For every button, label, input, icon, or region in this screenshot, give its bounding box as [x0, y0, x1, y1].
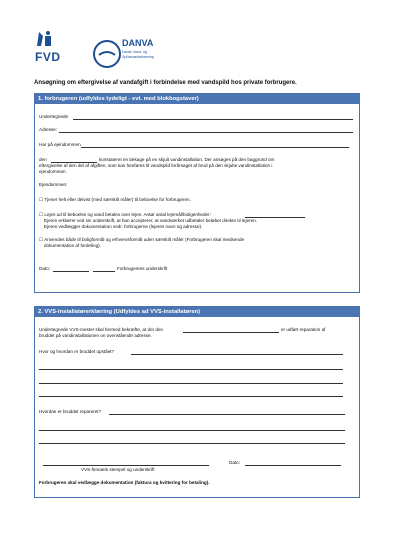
danva-subtitle	[122, 50, 154, 59]
label-adresse: Adresse:	[39, 127, 58, 132]
danva-sub-line-1: Dansk Vand- og	[122, 50, 147, 54]
label-ejendommen: Ejendommen:	[39, 182, 68, 187]
text-konstateret: konstateret en lækage på en skjult vandinstallation. Der ansøges på den baggrund om	[99, 157, 275, 162]
input-dato-reparation[interactable]	[183, 332, 279, 333]
input-adresse[interactable]	[59, 132, 353, 133]
input-stempel[interactable]	[43, 465, 209, 466]
label-har-paa-ejendommen: Har på ejendommen	[39, 142, 81, 147]
input-ejendommen[interactable]	[81, 147, 349, 148]
danva-logo	[92, 39, 122, 69]
text-dokumentation: dokumentation af fordeling).	[44, 243, 101, 248]
label-forbrugerens-underskrift: Forbrugerens underskrift	[117, 266, 168, 271]
section1-header: 1. forbrugeren (udfyldes tydeligt - evt. med blokbogstaver)	[35, 94, 359, 104]
input-underskrift-line[interactable]	[93, 271, 115, 272]
section-vvs	[34, 306, 360, 498]
label-undertegnede: Undertegnede	[39, 114, 69, 119]
section-forbrugeren	[34, 93, 360, 293]
danva-wordmark: DANVA	[122, 38, 154, 48]
input-undertegnede[interactable]	[73, 119, 353, 120]
fvd-wordmark: FVD	[35, 50, 61, 64]
text-vvs-mester: Undertegnede VVS-mester skal hermed bekræfte, at der den	[39, 327, 164, 332]
danva-sub-line-2: Spildevandsforening	[122, 54, 154, 59]
text-ejendommen: ejendommen.	[39, 169, 67, 174]
label-dato-1: Dato:	[39, 266, 50, 271]
option-blandet[interactable]: ☐ Anvendes både til boligformål og erhvervsformål uden særskilt måler (Forbrugeren skal medsende	[39, 237, 245, 242]
text-udfoert: er udført reparation af	[281, 327, 326, 332]
text-ejer-erklaerer: Ejeren erklærer ved sin underskrift, at han accepterer, at vandværket udbetaler beløbet direkte til lejeren.	[44, 218, 257, 223]
input-hvor-4[interactable]	[39, 396, 343, 397]
label-vvs-stempel: VVS-firmaets stempel og underskrift	[81, 467, 155, 472]
label-repareret: Hvordan er bruddet repareret?	[39, 409, 102, 414]
text-ejer-vedlaegger: Ejeren vedlægger dokumentation vedr. forbrugerne (lejeres navn og adresse).	[44, 224, 203, 229]
input-dato-1[interactable]	[53, 271, 89, 272]
input-repareret-1[interactable]	[109, 414, 345, 415]
input-repareret-3[interactable]	[39, 443, 345, 444]
text-bruddet: bruddet på vandinstallationen on ovenstående adresse.	[39, 333, 152, 338]
label-den: den	[39, 157, 47, 162]
option-beboelse[interactable]: ☐ Tjener helt eller delvist (med særskilt måler) til beboelse for forbrugeren.	[39, 197, 191, 202]
label-hvor-hvordan: Hvor og hvordan er bruddet opstået?	[39, 349, 115, 354]
note-dokumentation: Forbrugeren skal vedlægge dokumentation (faktura og kvittering for betaling).	[39, 480, 210, 485]
input-hvor-1[interactable]	[131, 354, 343, 355]
label-dato-2: Dato:	[229, 460, 240, 465]
option-udlejning[interactable]: ☐ Lejes ud til beboelse og vand betales over lejen. Antør antal lejemål/boligenheder:	[39, 212, 211, 217]
document-title: Ansøgning om eftergivelse af vandafgift i forbindelse med vandspild hos private forbrugere.	[34, 80, 297, 86]
input-dato-2[interactable]	[245, 465, 341, 466]
text-eftergivelse: eftergivelse af den del af afgiften, som kan henføres til vandspild forårsaget af brud på den skjulte vandinstallation i	[39, 163, 273, 168]
section2-header: 2. VVS-installatørerklæring (Udfyldes ad VVS-installatøren)	[35, 307, 359, 317]
input-repareret-2[interactable]	[39, 430, 345, 431]
input-hvor-3[interactable]	[39, 383, 343, 384]
input-hvor-2[interactable]	[39, 369, 343, 370]
